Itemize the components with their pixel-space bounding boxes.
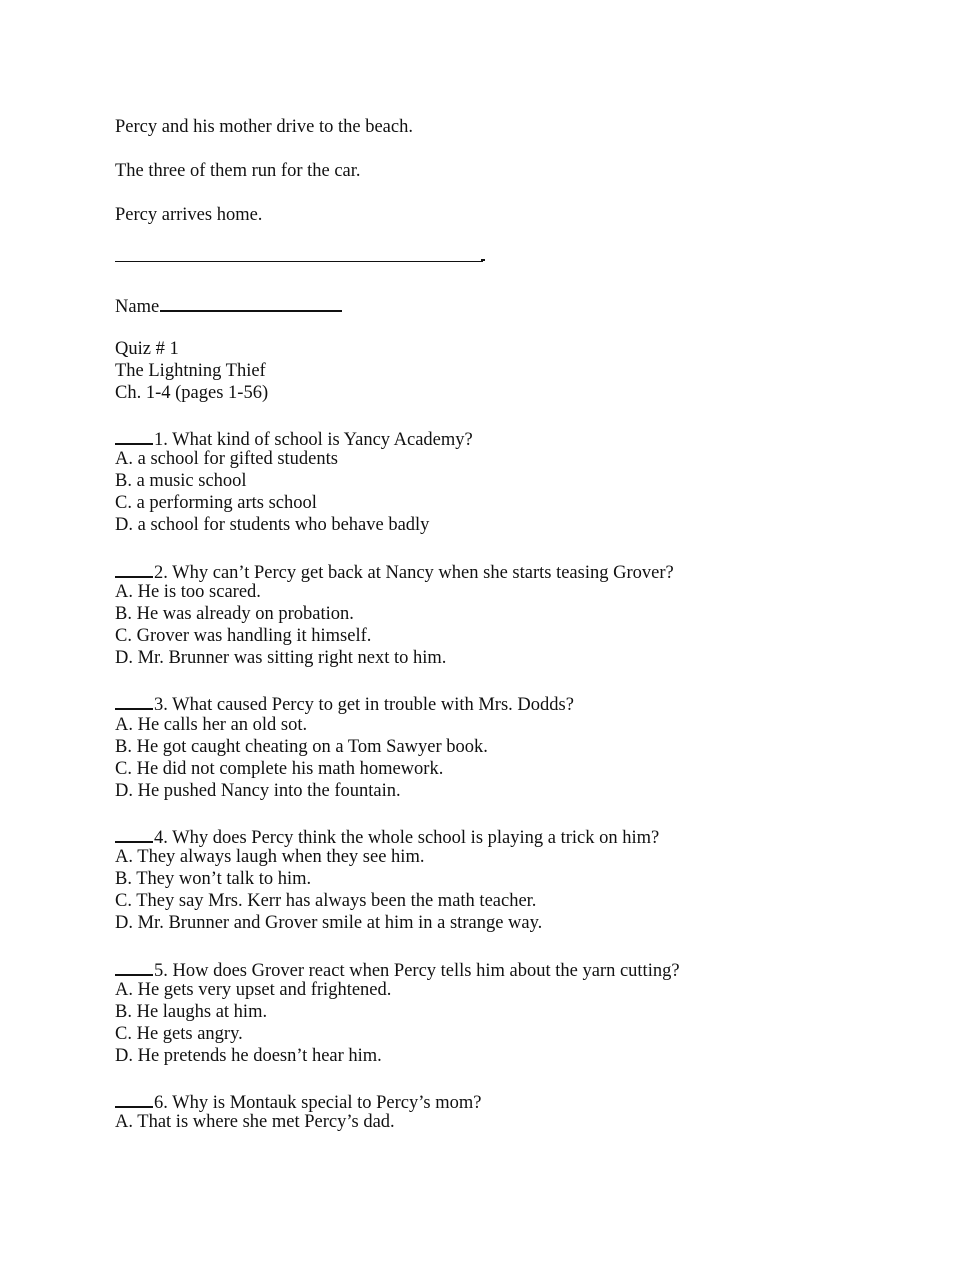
option: A. a school for gifted students [115, 449, 338, 469]
option: A. They always laugh when they see him. [115, 847, 425, 867]
question-6 [115, 1089, 481, 1111]
option: B. a music school [115, 471, 247, 491]
question-text: 2. Why can’t Percy get back at Nancy when she starts teasing Grover? [154, 563, 674, 583]
question-3 [115, 691, 574, 713]
name-label: Name [115, 297, 160, 317]
option: B. He got caught cheating on a Tom Sawyer book. [115, 737, 488, 757]
option: C. He did not complete his math homework. [115, 759, 444, 779]
question-1 [115, 426, 473, 448]
option: B. He was already on probation. [115, 604, 354, 624]
section-divider [115, 261, 483, 262]
option: D. Mr. Brunner and Grover smile at him in a strange way. [115, 913, 543, 933]
answer-blank-6[interactable] [115, 1089, 153, 1108]
question-4 [115, 824, 659, 846]
name-field[interactable] [115, 293, 342, 315]
question-5 [115, 957, 680, 979]
question-text: 5. How does Grover react when Percy tells him about the yarn cutting? [154, 961, 680, 981]
answer-blank-1[interactable] [115, 426, 153, 445]
option: A. That is where she met Percy’s dad. [115, 1112, 395, 1132]
intro-line-2: The three of them run for the car. [115, 161, 361, 181]
option: D. He pushed Nancy into the fountain. [115, 781, 401, 801]
option: A. He gets very upset and frightened. [115, 980, 392, 1000]
section-divider-end [481, 259, 485, 261]
question-text: 1. What kind of school is Yancy Academy? [154, 430, 473, 450]
option: B. They won’t talk to him. [115, 869, 312, 889]
option: B. He laughs at him. [115, 1002, 268, 1022]
question-text: 6. Why is Montauk special to Percy’s mom? [154, 1093, 482, 1113]
chapter-range: Ch. 1-4 (pages 1-56) [115, 383, 269, 403]
name-blank[interactable] [160, 293, 342, 312]
option: C. Grover was handling it himself. [115, 626, 372, 646]
option: C. He gets angry. [115, 1024, 243, 1044]
option: A. He calls her an old sot. [115, 715, 308, 735]
answer-blank-4[interactable] [115, 824, 153, 843]
question-text: 4. Why does Percy think the whole school is playing a trick on him? [154, 828, 660, 848]
book-title: The Lightning Thief [115, 361, 266, 381]
quiz-number: Quiz # 1 [115, 339, 179, 359]
question-2 [115, 559, 674, 581]
answer-blank-5[interactable] [115, 957, 153, 976]
option: C. a performing arts school [115, 493, 317, 513]
intro-line-3: Percy arrives home. [115, 205, 263, 225]
option: C. They say Mrs. Kerr has always been the math teacher. [115, 891, 537, 911]
answer-blank-2[interactable] [115, 559, 153, 578]
option: D. Mr. Brunner was sitting right next to him. [115, 648, 447, 668]
option: D. a school for students who behave badly [115, 515, 430, 535]
question-text: 3. What caused Percy to get in trouble with Mrs. Dodds? [154, 695, 574, 715]
intro-line-1: Percy and his mother drive to the beach. [115, 117, 413, 137]
option: D. He pretends he doesn’t hear him. [115, 1046, 382, 1066]
option: A. He is too scared. [115, 582, 261, 602]
answer-blank-3[interactable] [115, 691, 153, 710]
